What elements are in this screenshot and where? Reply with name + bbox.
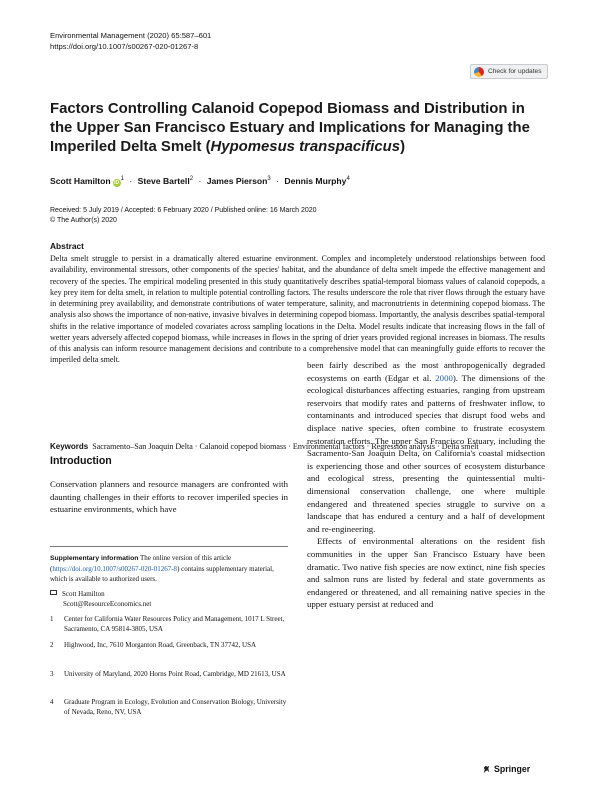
affiliation-item: [50, 669, 288, 679]
species-name: Hypomesus transpacificus: [210, 139, 401, 155]
affiliation-marker: 1: [120, 176, 124, 182]
affiliation-item: [50, 640, 288, 650]
keywords-list: Sacramento–San Joaquin Delta · Calanoid copepod biomass · Environmental factors · Regression analysis · Delta smelt: [92, 442, 479, 451]
affiliation-text: Highwood, Inc, 7610 Morganton Road, Greenback, TN 37742, USA: [64, 641, 257, 649]
affiliation-number: 4: [50, 698, 54, 706]
keywords-label: Keywords: [50, 442, 89, 451]
corresponding-name: Scott Hamilton: [62, 590, 105, 598]
author-name[interactable]: Scott Hamilton: [50, 176, 111, 186]
supplementary-link[interactable]: https://doi.org/10.1007/s00267-020-01267-8: [52, 565, 178, 573]
affiliation-number: 1: [50, 615, 54, 623]
supplementary-label: Supplementary information: [50, 555, 139, 562]
affiliation-marker: 3: [267, 176, 271, 182]
check-updates-button[interactable]: [470, 64, 548, 79]
footnote-divider: [50, 546, 288, 547]
title-line-2: the Upper San Francisco Estuary and Implications for Managing the: [50, 120, 530, 136]
affiliation-text: University of Maryland, 2020 Horns Point Road, Cambridge, MD 21613, USA: [64, 670, 286, 678]
envelope-icon: [50, 590, 57, 595]
paragraph: Effects of environmental alterations on the resident fish communities in the upper San Francisco Estuary have been dramatic. Two native fish species are now extinct, nine fish species and salmon runs are listed by federal and state governments as endangered or threatened, and all remaining native species in the upper estuary persist at reduced and: [307, 536, 545, 610]
affiliation-marker: 4: [346, 176, 350, 182]
supplementary-information: Supplementary information The online version of this article (https://doi.org/10.1007/s00267-020-01267-8) contains supplementary material, which is available to authorized users.: [50, 554, 274, 583]
author-name[interactable]: James Pierson: [206, 176, 268, 186]
abstract-heading: Abstract: [50, 241, 84, 251]
title-line-3: Imperiled Delta Smelt (Hypomesus transpacificus): [50, 139, 406, 155]
abstract-body: Delta smelt struggle to persist in a dramatically altered estuarine environment. Complex and incompletely understood relationships between food availability, environmental stressors, other components of the species' habitat, and the abundance of delta smelt impede the effective management and recovery of the species. The empirical modeling presented in this study quantitatively describes spatial-temporal biomass values of calanoid copepods, a key prey item for delta smelt, in relation to multiple potential controlling factors. The results underscore the role that river flows through the estuary have in determining prey availability, and demonstrate contributions of water temperature, salinity, and macronutrients in determining copepod biomass. The analysis also shows the importance of non-native, invasive bivalves in determining copepod biomass. Importantly, the analysis describes spatial-temporal shifts in the relative importance of modeled covariates across sampling locations in the Delta. Model results indicate that increasing flows in the fall of wetter years adversely affected copepod biomass, while increases in flows in the spring of drier years provided regional increases in biomass. The results of this analysis can inform resource management decisions and contribute to a comprehensive model that can meaningfully guide efforts to recover the imperiled delta smelt.: [50, 254, 545, 365]
crossmark-icon: [474, 67, 484, 77]
title-line-1: Factors Controlling Calanoid Copepod Biomass and Distribution in: [50, 101, 525, 117]
copyright-notice: © The Author(s) 2020: [50, 216, 117, 224]
corresponding-email[interactable]: Scott@ResourceEconomics.net: [63, 600, 152, 608]
author-name[interactable]: Steve Bartell: [137, 176, 190, 186]
publication-dates: Received: 5 July 2019 / Accepted: 6 February 2020 / Published online: 16 March 2020: [50, 207, 317, 214]
author-list: Scott Hamilton $iD^1$ · Steve Bartell$^2$ · James Pierson$^3$ · Dennis Murphy$^4$: [50, 176, 350, 186]
orcid-icon[interactable]: iD: [114, 180, 120, 186]
doi-link[interactable]: https://doi.org/10.1007/s00267-020-01267-8: [50, 42, 199, 51]
corresponding-author: [50, 589, 151, 609]
affiliation-text: Center for California Water Resources Policy and Management, 1017 L Street, Sacramento, CA 95814-3805, USA: [64, 615, 285, 633]
introduction-right-column: [307, 359, 545, 611]
introduction-heading: Introduction: [50, 455, 112, 467]
affiliation-number: 3: [50, 670, 54, 678]
paragraph: been fairly described as the most anthropogenically degraded ecosystems on earth (Edgar et al. 2000). The dimensions of the ecological disturbances affecting estuaries, ranging from upstream reservoirs that modify rates and patterns of freshwater inflow, to contaminants and introduced species that disrupt food webs and displace native species, often combine to frustrate ecosystem restoration efforts. The upper San Francisco Estuary, including the Sacramento-San Joaquin Delta, on California's coastal midsection is experiencing those and other sources of ecosystem disturbance and ecological stress, presenting the quintessential multi-dimensional conservation challenge, one where multiple endangered and threatened species struggle to survive on a landscape that has endured a century and a half of development and re-engineering.: [307, 360, 545, 534]
check-updates-label: Check for updates: [488, 68, 542, 75]
journal-citation: Environmental Management (2020) 65:587–601: [50, 31, 212, 40]
affiliation-number: 2: [50, 641, 54, 649]
article-title: [50, 100, 550, 157]
affiliation-text: Graduate Program in Ecology, Evolution and Conservation Biology, University of Nevada, Reno, NV, USA: [64, 698, 287, 716]
citation-link[interactable]: 2000: [435, 372, 453, 383]
affiliation-marker: 2: [189, 176, 194, 182]
springer-logo: [482, 764, 530, 774]
springer-horse-icon: [482, 765, 491, 774]
affiliation-item: [50, 614, 288, 634]
publisher-name: Springer: [494, 764, 531, 774]
introduction-left-column: Conservation planners and resource managers are confronted with daunting challenges in their efforts to recover imperiled species in estuarine environments, which have: [50, 479, 288, 515]
affiliation-item: [50, 697, 288, 717]
author-name[interactable]: Dennis Murphy: [284, 176, 347, 186]
